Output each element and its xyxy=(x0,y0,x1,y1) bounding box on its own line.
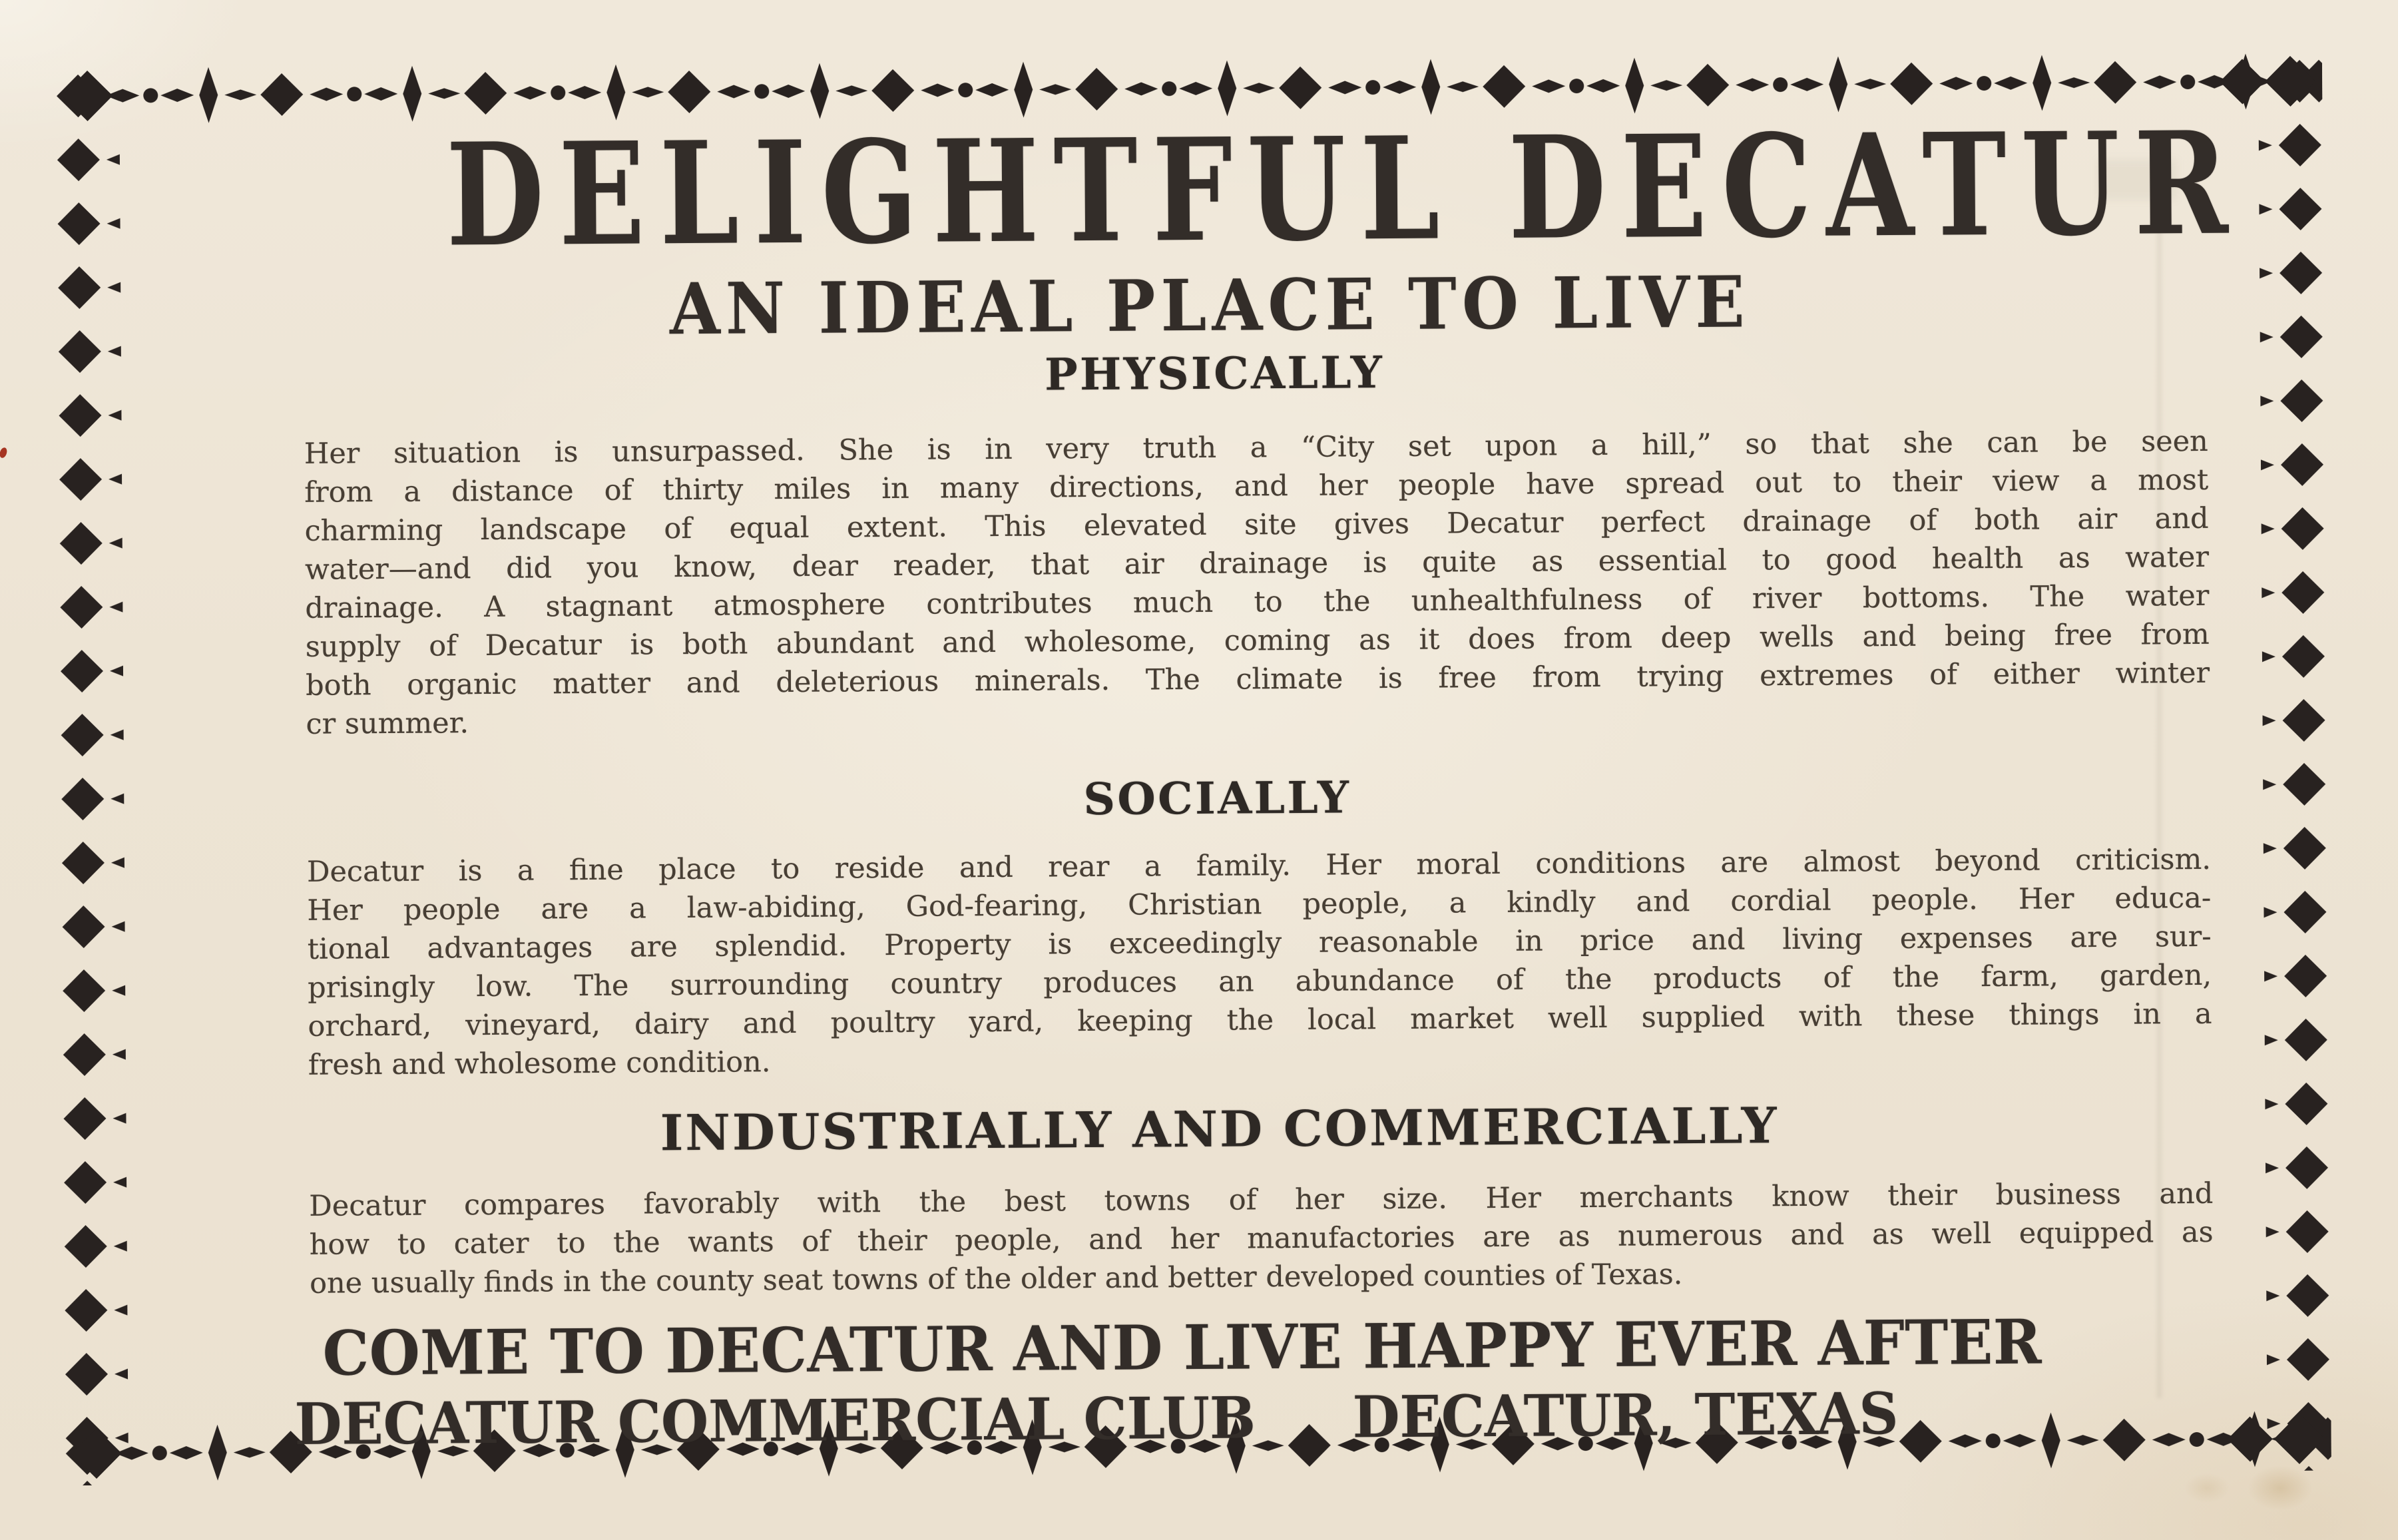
text-line: cr summer. xyxy=(306,706,469,741)
text-line: Decatur compares favorably with the best towns of her size. Her merchants know their business and xyxy=(309,1176,2214,1223)
text-line: both organic matter and deleterious minerals. The climate is free from trying extremes of either winter xyxy=(305,656,2210,702)
paragraph-socially xyxy=(307,840,2212,1085)
text-line: water—and did you know, dear reader, that air drainage is quite as essential to good health as water xyxy=(304,540,2210,587)
call-to-action: COME TO DECATUR AND LIVE HAPPY EVER AFTER xyxy=(322,1306,2042,1390)
footer-city-name: DECATUR, TEXAS xyxy=(1352,1380,1899,1451)
text-line: drainage. A stagnant atmosphere contributes much to the unhealthfulness of river bottoms. The water xyxy=(305,579,2210,625)
text-line: Decatur is a fine place to reside and rear a family. Her moral conditions are almost beyond criticism. xyxy=(306,842,2212,889)
section-heading-physically: PHYSICALLY xyxy=(1044,346,1385,401)
text-line: Her situation is unsurpassed. She is in very truth a “City set upon a hill,” so that she can be seen xyxy=(304,424,2208,471)
text-line: prisingly low. The surrounding country produces an abundance of the products of the farm, garden, xyxy=(308,958,2212,1005)
footer-row xyxy=(294,1380,2215,1458)
text-line: tional advantages are splendid. Property is exceedingly reasonable in price and living expenses are sur- xyxy=(307,919,2212,966)
text-line: from a distance of thirty miles in many directions, and her people have spread out to their view a most xyxy=(304,463,2209,509)
text-line: Her people are a law-abiding, God-fearing, Christian people, a kindly and cordial people. Her educa- xyxy=(307,881,2212,927)
section-heading-socially: SOCIALLY xyxy=(1083,771,1351,826)
advert-frame xyxy=(55,49,2331,1486)
paragraph-industrially xyxy=(309,1174,2214,1303)
page-subtitle: AN IDEAL PLACE TO LIVE xyxy=(669,260,1751,351)
text-line: supply of Decatur is both abundant and wholesome, coming as it does from deep wells and being free from xyxy=(305,617,2210,664)
text-line: one usually finds in the county seat towns of the older and better developed counties of Texas. xyxy=(309,1258,1683,1300)
paragraph-physically xyxy=(304,422,2210,744)
page-title: DELIGHTFUL DECATUR xyxy=(445,100,2244,278)
text-line: orchard, vineyard, dairy and poultry yard, keeping the local market well supplied with these things in a xyxy=(308,997,2212,1043)
text-line: charming landscape of equal extent. This elevated site gives Decatur perfect drainage of both air and xyxy=(304,501,2209,548)
paper-stain xyxy=(2177,1468,2237,1508)
text-line: fresh and wholesome condition. xyxy=(308,1045,771,1082)
text-line: how to cater to the wants of their people, and her manufactories are as numerous and as well equipped as xyxy=(309,1215,2214,1262)
section-heading-industrially: INDUSTRIALLY AND COMMERCIALLY xyxy=(660,1097,1779,1162)
footer-club-name: DECATUR COMMERCIAL CLUB xyxy=(294,1384,1256,1458)
paper-speck xyxy=(0,447,8,459)
advert-content xyxy=(55,49,2331,1486)
